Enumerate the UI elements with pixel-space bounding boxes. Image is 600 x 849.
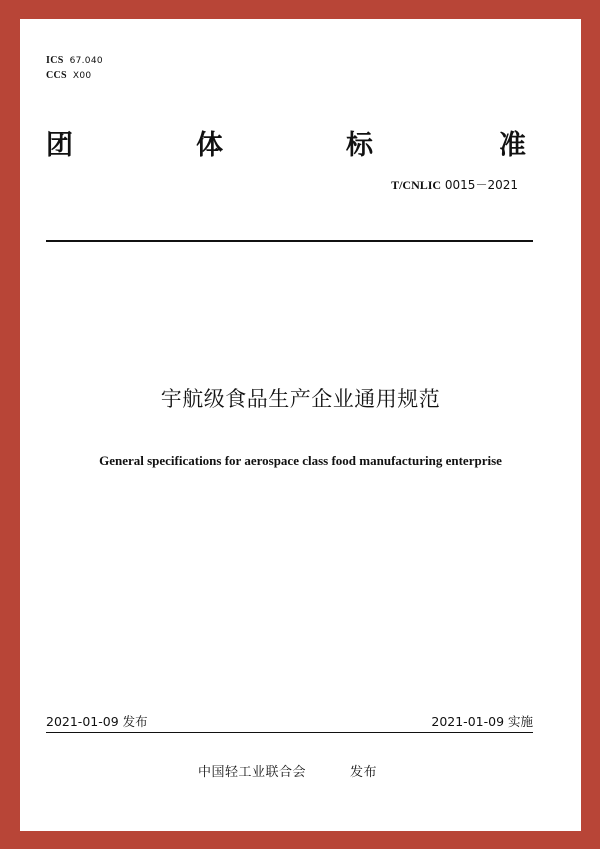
ccs-label: CCS bbox=[46, 70, 67, 81]
standard-number bbox=[391, 176, 518, 193]
implement-date: 2021-01-09 实施 bbox=[431, 714, 533, 729]
ics-label: ICS bbox=[46, 55, 64, 66]
footer-rule bbox=[46, 732, 533, 733]
ics-code: 67.040 bbox=[69, 56, 103, 66]
category-char-4: 准 bbox=[499, 130, 526, 161]
ccs-line bbox=[46, 70, 91, 81]
issue-action: 发布 bbox=[350, 765, 378, 780]
publish-date: 2021-01-09 发布 bbox=[46, 714, 148, 729]
ccs-code: X00 bbox=[72, 71, 92, 81]
header-rule bbox=[46, 240, 533, 242]
title-chinese: 宇航级食品生产企业通用规范 bbox=[160, 387, 441, 411]
category-char-1: 团 bbox=[46, 130, 73, 161]
issuing-organization: 中国轻工业联合会 bbox=[198, 765, 307, 780]
standard-number-prefix: T/CNLIC bbox=[391, 178, 442, 192]
title-english: General specifications for aerospace class food manufacturing enterprise bbox=[99, 453, 502, 468]
ics-line bbox=[46, 55, 103, 66]
standard-cover-page bbox=[20, 19, 581, 831]
category-char-2: 体 bbox=[196, 130, 223, 161]
category-char-3: 标 bbox=[346, 130, 373, 161]
standard-number-value: 0015－2021 bbox=[444, 178, 518, 192]
